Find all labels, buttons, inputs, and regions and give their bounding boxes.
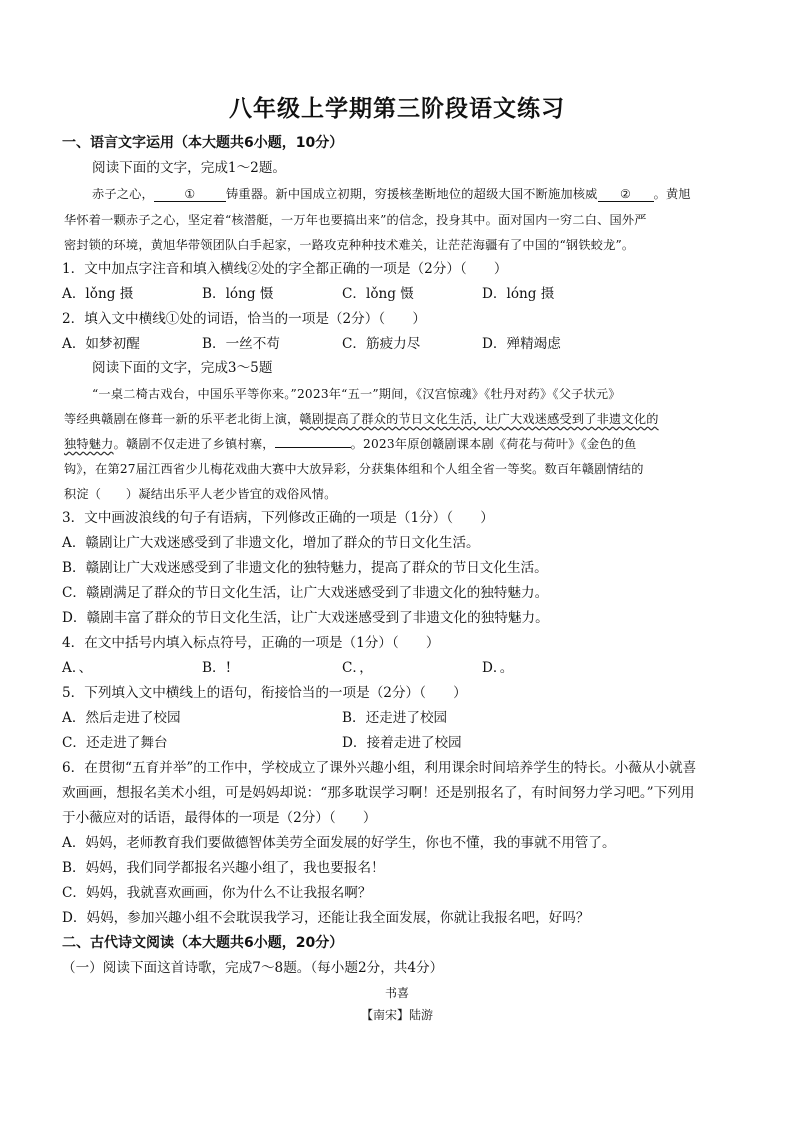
- q6-option-a[interactable]: A．妈妈，老师教育我们要做德智体美劳全面发展的好学生，你也不懂，我的事就不用管了。: [62, 835, 616, 851]
- blank-3: [275, 447, 351, 448]
- passage1-line3: 密封锁的环境，黄旭华带领团队白手起家，一路攻克种种技术难关，让茫茫海疆有了中国的“钢铁蛟龙”。: [64, 238, 635, 252]
- page-title: 八年级上学期第三阶段语文练习: [229, 96, 565, 122]
- section1-heading: 一、语言文字运用（本大题共6小题，10分）: [62, 135, 344, 151]
- q4-option-b[interactable]: B．!: [202, 660, 232, 676]
- q5-option-a[interactable]: A．然后走进了校园: [62, 710, 181, 726]
- passage1-line2: 华怀着一颗赤子之心，坚定着“核潜艇，一万年也要搞出来”的信念，投身其中。面对国内一穷二白、国外严: [64, 213, 647, 227]
- q6-option-d[interactable]: D．妈妈，参加兴趣小组不会耽误我学习，还能让我全面发展，你就让我报名吧，好吗？: [62, 910, 590, 926]
- q3-option-b[interactable]: B．赣剧让广大戏迷感受到了非遗文化的独特魅力，提高了群众的节日文化生活。: [62, 560, 548, 576]
- passage2-line3: [64, 434, 736, 454]
- q5-stem: 5．下列填入文中横线上的语句，衔接恰当的一项是（2分）（ ）: [62, 685, 467, 701]
- q5-option-b[interactable]: B．还走进了校园: [342, 710, 448, 726]
- q2-option-c[interactable]: C．筋疲力尽: [342, 336, 421, 352]
- wavy-sentence-part1: 赣剧提高了群众的节日文化生活，让广大戏迷感受到了非遗文化的: [299, 412, 659, 426]
- q2-option-a[interactable]: A．如梦初醒: [62, 336, 140, 352]
- q1-stem: 1．文中加点字注音和填入横线②处的字全都正确的一项是（2分）（ ）: [62, 261, 508, 277]
- passage2-text-1: “一桌二椅古戏台，中国乐平等你来。”2023年“五一”期间，《汉宫惊魂》《牡丹对药》《父子状元》: [92, 387, 621, 401]
- q4-option-c[interactable]: C．，: [342, 660, 373, 676]
- q1-option-b[interactable]: B．lóng 慑: [202, 286, 274, 302]
- q2-stem: 2．填入文中横线①处的词语，恰当的一项是（2分）（ ）: [62, 311, 426, 327]
- q3-option-a[interactable]: A．赣剧让广大戏迷感受到了非遗文化，增加了群众的节日文化生活。: [62, 535, 480, 551]
- passage2-line2: [64, 409, 736, 429]
- passage2-line1: [64, 384, 736, 404]
- q6-option-b[interactable]: B．妈妈，我们同学都报名兴趣小组了，我也要报名！: [62, 860, 385, 876]
- q6-option-c[interactable]: C．妈妈，我就喜欢画画，你为什么不让我报名啊？: [62, 885, 372, 901]
- blank-1: ①: [154, 187, 226, 202]
- intro-1: 阅读下面的文字，完成1～2题。: [92, 160, 287, 176]
- q1-option-a[interactable]: A．lǒng 摄: [62, 286, 134, 302]
- wavy-sentence-part2: 独特魅力: [64, 437, 114, 451]
- passage2-text-3c: 。2023年原创赣剧课本剧《荷花与荷叶》《金色的鱼: [350, 437, 637, 451]
- section2-sub1: （一）阅读下面这首诗歌，完成7～8题。（每小题2分，共4分）: [62, 960, 444, 976]
- q2-option-d[interactable]: D．殚精竭虑: [482, 336, 561, 352]
- passage2-line4: 钩》，在第27届江西省少儿梅花戏曲大赛中大放异彩，分获集体组和个人组全省一等奖。数百年赣剧情结的: [64, 462, 644, 476]
- passage1-text-a: 赤子之心，: [92, 187, 154, 201]
- passage2-text-2a: 等经典赣剧在修葺一新的乐平老北街上演，: [64, 412, 300, 426]
- q4-option-a[interactable]: A．、: [62, 660, 93, 676]
- q6-stem-line1: 6．在贯彻“五育并举”的工作中，学校成立了课外兴趣小组，利用课余时间培养学生的特长。小薇从小就喜: [62, 760, 697, 776]
- q1-option-c[interactable]: C．lǒng 慑: [342, 286, 414, 302]
- passage2-line5: 积淀（ ）凝结出乐平人老少皆宜的戏俗风情。: [64, 487, 337, 501]
- q5-option-d[interactable]: D．接着走进了校园: [342, 735, 462, 751]
- section2-heading: 二、古代诗文阅读（本大题共6小题，20分）: [62, 935, 344, 951]
- intro-2: 阅读下面的文字，完成3～5题: [92, 360, 273, 376]
- q1-option-d[interactable]: D．lóng 摄: [482, 286, 555, 302]
- q4-option-d[interactable]: D．。: [482, 660, 514, 676]
- q4-stem: 4．在文中括号内填入标点符号，正确的一项是（1分）（ ）: [62, 635, 440, 651]
- q5-option-c[interactable]: C．还走进了舞台: [62, 735, 168, 751]
- q3-option-c[interactable]: C．赣剧满足了群众的节日文化生活，让广大戏迷感受到了非遗文化的独特魅力。: [62, 585, 549, 601]
- q6-stem-line2: 欢画画，想报名美术小组，可是妈妈却说：“那多耽误学习啊！还是别报名了，有时间努力学习吧。”下列用: [62, 785, 695, 801]
- q3-stem: 3．文中画波浪线的句子有语病，下列修改正确的一项是（1分）（ ）: [62, 510, 494, 526]
- q6-stem-line3: 于小薇应对的话语，最得体的一项是（2分）（ ）: [62, 810, 377, 826]
- poem-title: 书喜: [384, 986, 409, 1000]
- poem-author: 【南宋】陆游: [360, 1008, 433, 1022]
- blank-2: ②: [598, 187, 654, 202]
- q3-option-d[interactable]: D．赣剧丰富了群众的节日文化生活，让广大戏迷感受到了非遗文化的独特魅力。: [62, 610, 549, 626]
- passage1-text-c: 。黄旭: [653, 187, 691, 201]
- passage1-line1: [64, 184, 736, 204]
- q2-option-b[interactable]: B．一丝不苟: [202, 336, 280, 352]
- passage1-text-b: 铸重器。新中国成立初期，穷援核垄断地位的超级大国不断施加核威: [225, 187, 598, 201]
- passage2-text-3b: 。赣剧不仅走进了乡镇村寨，: [113, 437, 275, 451]
